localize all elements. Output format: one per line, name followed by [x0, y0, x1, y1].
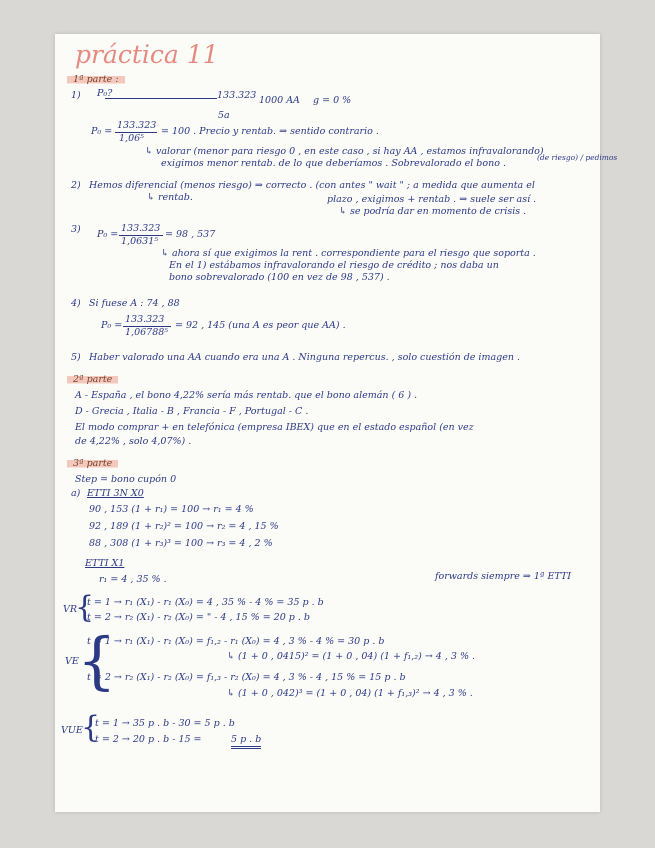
q3-note-2: En el 1) estábamos infravalorando el riesgo de crédito ; nos daba un [169, 260, 499, 271]
q1-side-note: (de riesgo) / pedimos [537, 153, 618, 162]
p3-a-eq-2: 92 , 189 (1 + r₂)² = 100 → r₂ = 4 , 15 % [89, 521, 279, 532]
q1-note-1: ↳ valorar (menor para riesgo 0 , en este caso , si hay AA , estamos infravalorando) [145, 146, 544, 157]
q3-frac-den: 1,0631⁵ [121, 236, 159, 247]
vr-line-2: t = 2 → r₂ (X₁) - r₂ (X₀) = " - 4 , 15 % = 20 p . b [87, 612, 311, 623]
q1-g: g = 0 % [313, 95, 352, 106]
timeline-line [105, 98, 217, 99]
q2-line-4: ↳ se podría dar en momento de crisis . [339, 206, 527, 217]
section-header-2: 2ª parte [67, 374, 118, 385]
q4-line-1: Si fuese A : 74 , 88 [89, 298, 180, 309]
q5-number: 5) [71, 352, 81, 363]
q3-result: = 98 , 537 [165, 229, 216, 240]
p2-line-3: El modo comprar + en telefónica (empresa IBEX) que en el estado español (en vez [75, 422, 474, 433]
p3-line-1: Step = bono cupón 0 [75, 474, 177, 485]
q3-frac-num: 133.323 [121, 223, 161, 234]
q1-result: = 100 . Precio y rentab. ⇒ sentido contrario . [161, 126, 379, 137]
section-header-3: 3ª parte [67, 458, 118, 469]
p3-a-eq-3: 88 , 308 (1 + r₃)³ = 100 → r₃ = 4 , 2 % [89, 538, 273, 549]
p3-a-eq-1: 90 , 153 (1 + r₁) = 100 → r₁ = 4 % [89, 504, 254, 515]
p3-b-title: ETTI X1 [85, 558, 125, 569]
p3-b-eq-1: r₁ = 4 , 35 % . [99, 574, 167, 585]
q1-p0-eq: P₀ = [91, 126, 113, 137]
vue-line-1: t = 1 → 35 p . b - 30 = 5 p . b [95, 718, 235, 729]
q4-frac-den: 1,06788⁵ [125, 327, 169, 338]
notebook-page [55, 34, 618, 812]
ve-line-2: ↳ (1 + 0 , 0415)² = (1 + 0 , 04) (1 + f₁,₂) → 4 , 3 % . [227, 651, 476, 662]
q1-rating: 1000 AA [259, 95, 300, 106]
p2-line-4: de 4,22% , solo 4,07%) . [75, 436, 192, 447]
q1-number: 1) [71, 90, 81, 101]
q2-number: 2) [71, 180, 81, 191]
q1-years: 5a [218, 110, 230, 121]
q4-number: 4) [71, 298, 81, 309]
q4-frac-num: 133.323 [125, 314, 165, 325]
section-header-1: 1ª parte : [67, 74, 125, 85]
q1-frac-num: 133.323 [117, 120, 157, 131]
q1-p0: P₀? [97, 88, 113, 99]
vue-brace: { [81, 710, 101, 745]
q3-note-3: bono sobrevalorado (100 en vez de 98 , 537) . [169, 272, 390, 283]
vue-line-2: t = 2 → 20 p . b - 15 = [95, 734, 202, 745]
vr-label: VR [63, 604, 78, 615]
ve-brace: { [77, 624, 117, 697]
p3-a-label: a) [71, 488, 81, 499]
q1-frac-den: 1,06⁵ [119, 133, 144, 144]
q1-note-2: exigimos menor rentab. de lo que deberíamos . Sobrevalorado el bono . [161, 158, 506, 169]
p2-line-1: A - España , el bono 4,22% sería más rentab. que el bono alemán ( 6 ) . [75, 390, 418, 401]
ve-label: VE [65, 656, 79, 667]
page-title: práctica 11 [75, 40, 219, 69]
q2-line-1: Hemos diferencial (menos riesgo) ⇒ correcto . (con antes " wait " ; a medida que aumenta el [89, 180, 535, 191]
ve-line-4: ↳ (1 + 0 , 042)³ = (1 + 0 , 04) (1 + f₁,₃)² → 4 , 3 % . [227, 688, 473, 699]
q4-result: = 92 , 145 (una A es peor que AA) . [175, 320, 346, 331]
vue-final-result: 5 p . b [231, 734, 261, 749]
q1-price: 133.323 [217, 90, 257, 101]
q3-number: 3) [71, 224, 81, 235]
ve-line-1: t = 1 → r₁ (X₁) - r₁ (X₀) = f₁,₂ - r₁ (X₀) = 4 , 3 % - 4 % = 30 p . b [87, 636, 385, 647]
q3-p0: P₀ = [97, 229, 119, 240]
q3-note-1: ↳ ahora sí que exigimos la rent . correspondiente para el riesgo que soporta . [161, 248, 536, 259]
vr-line-1: t = 1 → r₁ (X₁) - r₁ (X₀) = 4 , 35 % - 4 % = 35 p . b [87, 597, 324, 608]
p3-a-title: ETTI 3N X0 [87, 488, 144, 499]
q5-line-1: Haber valorado una AA cuando era una A . Ninguna repercus. , solo cuestión de imagen . [89, 352, 521, 363]
q2-line-2: ↳ rentab. [147, 192, 193, 203]
vr-brace: { [75, 590, 95, 625]
p2-line-2: D - Grecia , Italia - B , Francia - F , Portugal - C . [75, 406, 309, 417]
vue-label: VUE [61, 725, 83, 736]
ve-line-3: t = 2 → r₂ (X₁) - r₂ (X₀) = f₁,₃ - r₂ (X₀) = 4 , 3 % - 4 , 15 % = 15 p . b [87, 672, 406, 683]
q2-line-3: plazo , exigimos + rentab . ⇒ suele ser así . [327, 194, 537, 205]
q4-p0: P₀ = [101, 320, 123, 331]
forwards-note: forwards siempre ⇒ 1ª ETTI [435, 571, 571, 582]
